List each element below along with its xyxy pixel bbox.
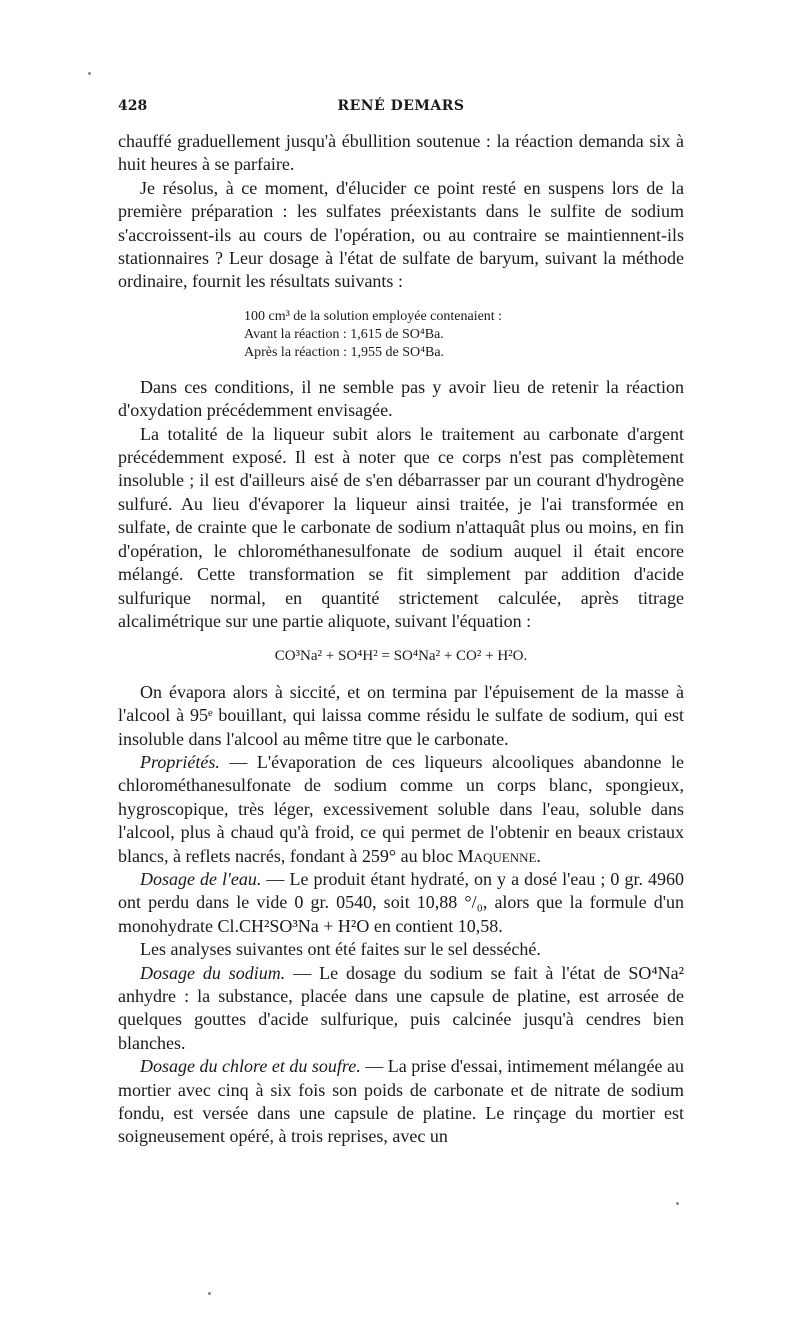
measurement-line: Après la réaction : 1,955 de SO⁴Ba. xyxy=(244,344,445,360)
paragraph-text: — L'évaporation de ces liqueurs alcooliques abandonne le chlorométhanesulfonate de sodium comme un corps blanc, spongieux, hygroscopique, très léger, excessivement soluble dans l'eau, soluble dans l'alcool, plus à chaud qu'à froid, ce qui permet de l'obtenir en beaux cristaux blancs, à reflets nacrés, fondant à 259° au bloc xyxy=(118,751,684,866)
scan-speck xyxy=(88,72,91,75)
paragraph xyxy=(118,751,684,868)
author-name: Maquenne. xyxy=(457,845,541,866)
paragraph: La totalité de la liqueur subit alors le traitement au carbonate d'argent précédemment exposé. Il est à noter que ce corps n'est pas complètement insoluble ; il est d'ailleurs aisé de s'en débarrasser par un courant d'hydrogène sulfuré. Au lieu d'évaporer la liqueur ainsi traitée, je l'ai transformée en sulfate, de crainte que le carbonate de sodium n'attaquât plus ou moins, en fin d'opération, le chlorométhanesulfonate de sodium auquel il était encore mélangé. Cette transformation se fit simplement par addition d'acide sulfurique normal, en quantité strictement calculée, après titrage alcalimétrique sur une partie aliquote, suivant l'équation : xyxy=(118,423,684,631)
paragraph: chauffé graduellement jusqu'à ébullition soutenue : la réaction demanda six à huit heures à se parfaire. xyxy=(118,131,684,175)
measurement-line: Avant la réaction : 1,615 de SO⁴Ba. xyxy=(244,326,444,342)
running-title: RENÉ DEMARS xyxy=(337,98,465,114)
paragraph: On évapora alors à siccité, et on termina par l'épuisement de la masse à l'alcool à 95ᵉ bouillant, qui laissa comme résidu le sulfate de sodium, qui est insoluble dans l'alcool au même titre que le carbonate. xyxy=(118,681,684,749)
body-text xyxy=(118,130,684,1149)
measurement-line: 100 cm³ de la solution employée contenaient : xyxy=(244,308,503,324)
paragraph: Les analyses suivantes ont été faites sur le sel desséché. xyxy=(140,939,541,960)
section-heading: Dosage du sodium. xyxy=(140,962,286,983)
measurement-block xyxy=(244,308,684,362)
section-heading: Propriétés. xyxy=(140,751,220,772)
paragraph-text: — La prise d'essai, intimement mélangée au mortier avec cinq à six fois son poids de carbonate et de nitrate de sodium fondu, est versée dans une capsule de platine. Le rinçage du mortier est soigneusement opéré, à trois reprises, avec un xyxy=(118,1056,685,1147)
page-header xyxy=(118,98,684,122)
paragraph xyxy=(118,1055,684,1149)
paragraph-text: — Le dosage du sodium se fait à l'état de SO⁴Na² anhydre : la substance, placée dans une capsule de platine, est arrosée de quelques gouttes d'acide sulfurique, puis calcinée jusqu'à cendres bien blanches. xyxy=(118,962,685,1053)
page-number: 428 xyxy=(118,98,148,114)
section-heading: Dosage de l'eau. xyxy=(140,868,262,889)
section-heading: Dosage du chlore et du soufre. xyxy=(140,1056,361,1077)
paragraph-text: — Le produit étant hydraté, on y a dosé l'eau ; 0 gr. 4960 ont perdu dans le vide 0 gr. 0540, soit 10,88 °/₀, alors que la formule d'un monohydrate Cl.CH²SO³Na + H²O en contient 10,58. xyxy=(118,868,684,936)
paragraph: Dans ces conditions, il ne semble pas y avoir lieu de retenir la réaction d'oxydation précédemment envisagée. xyxy=(118,376,684,421)
scan-speck xyxy=(208,1292,211,1295)
paragraph: Je résolus, à ce moment, d'élucider ce point resté en suspens lors de la première préparation : les sulfates préexistants dans le sulfite de sodium s'accroissent-ils au cours de l'opération, ou au contraire se maintiennent-ils stationnaires ? Leur dosage à l'état de sulfate de baryum, suivant la méthode ordinaire, fournit les résultats suivants : xyxy=(118,177,684,292)
paragraph xyxy=(118,868,684,938)
scan-speck xyxy=(676,1202,679,1205)
chemical-equation: CO³Na² + SO⁴H² = SO⁴Na² + CO² + H²O. xyxy=(274,648,528,665)
paragraph xyxy=(118,962,684,1056)
